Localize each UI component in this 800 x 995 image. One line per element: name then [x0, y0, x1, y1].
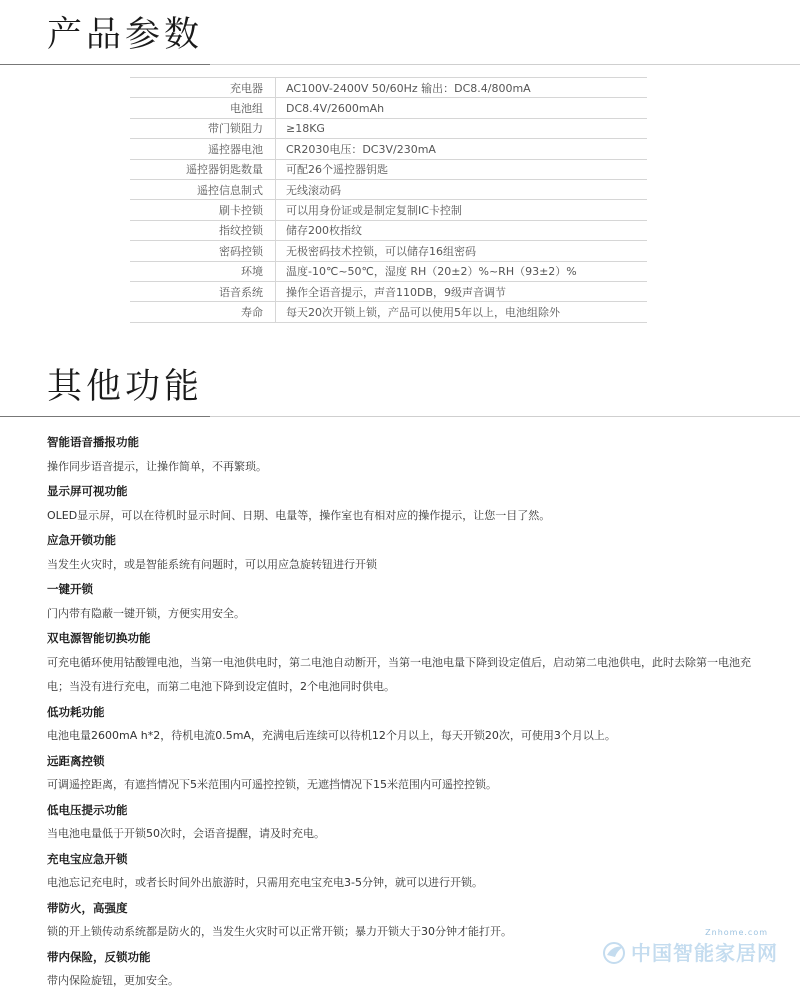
spec-row [130, 200, 647, 220]
spec-row [130, 220, 647, 240]
feature-description: 操作同步语音提示，让操作简单，不再繁琐。 [47, 459, 267, 473]
feature-list [47, 430, 767, 994]
spec-key: 密码控锁 [130, 241, 276, 261]
spec-key: 寿命 [130, 302, 276, 322]
feature-title: 双电源智能切换功能 [47, 631, 151, 645]
spec-key: 遥控信息制式 [130, 179, 276, 199]
feature-description: 带内保险旋钮，更加安全。 [47, 974, 179, 987]
feature-description: 当发生火灾时，或是智能系统有问题时，可以用应急旋转钮进行开锁 [47, 557, 377, 571]
feature-title: 远距离控锁 [47, 753, 105, 768]
feature-title: 低电压提示功能 [47, 802, 128, 817]
spec-value: 无极密码技术控锁，可以储存16组密码 [276, 241, 648, 261]
feature-title: 带内保险，反锁功能 [47, 949, 151, 964]
feature-description: 当电池电量低于开锁50次时，会语音提醒，请及时充电。 [47, 827, 325, 840]
spec-value: 可配26个遥控器钥匙 [276, 159, 648, 179]
feature-description: 可调遥控距离，有遮挡情况下5米范围内可遥控控锁，无遮挡情况下15米范围内可遥控控锁。 [47, 778, 497, 791]
spec-row [130, 159, 647, 179]
spec-row [130, 78, 647, 98]
watermark [601, 928, 778, 966]
spec-row [130, 118, 647, 138]
spec-value: 可以用身份证或是制定复制IC卡控制 [276, 200, 648, 220]
feature-title: 一键开锁 [47, 582, 93, 596]
spec-row [130, 241, 647, 261]
spec-row [130, 179, 647, 199]
watermark-text: 中国智能家居网 [631, 941, 778, 965]
spec-value: 操作全语音提示，声音110DB，9级声音调节 [276, 281, 648, 301]
spec-row [130, 281, 647, 301]
feature-title: 低功耗功能 [47, 704, 105, 719]
feature-description: 门内带有隐蔽一键开锁，方便实用安全。 [47, 606, 245, 620]
feature-title: 显示屏可视功能 [47, 484, 128, 498]
spec-row [130, 302, 647, 322]
section-title-specs: 产品参数 [47, 15, 204, 55]
spec-value: DC8.4V/2600mAh [276, 98, 648, 118]
section-title-features: 其他功能 [47, 367, 204, 407]
section-divider [0, 416, 210, 417]
spec-key: 遥控器钥匙数量 [130, 159, 276, 179]
section-divider [0, 64, 210, 65]
spec-key: 指纹控锁 [130, 220, 276, 240]
spec-key: 充电器 [130, 78, 276, 98]
feature-description: 电池电量2600mA h*2，待机电流0.5mA，充满电后连续可以待机12个月以上，每天开锁20次，可使用3个月以上。 [47, 729, 616, 742]
spec-value: 温度-10℃~50℃，湿度 RH（20±2）%~RH（93±2）% [276, 261, 648, 281]
spec-value: 储存200枚指纹 [276, 220, 648, 240]
spec-key: 电池组 [130, 98, 276, 118]
section-divider-light [210, 416, 800, 417]
spec-value: CR2030电压：DC3V/230mA [276, 139, 648, 159]
feature-title: 充电宝应急开锁 [47, 851, 128, 866]
spec-value: ≥18KG [276, 118, 648, 138]
spec-value: AC100V-2400V 50/60Hz 输出：DC8.4/800mA [276, 78, 648, 98]
spec-row [130, 98, 647, 118]
watermark-url: Znhome.com [705, 928, 768, 937]
feature-title: 应急开锁功能 [47, 533, 116, 547]
feature-description: 电池忘记充电时，或者长时间外出旅游时，只需用充电宝充电3-5分钟，就可以进行开锁。 [47, 876, 483, 889]
spec-value: 每天20次开锁上锁，产品可以使用5年以上，电池组除外 [276, 302, 648, 322]
spec-value: 无线滚动码 [276, 179, 648, 199]
spec-row [130, 261, 647, 281]
section-divider-light [210, 64, 800, 65]
feature-description: 锁的开上锁传动系统都是防火的，当发生火灾时可以正常开锁；暴力开锁大于30分钟才能打开。 [47, 925, 512, 938]
spec-key: 带门锁阻力 [130, 118, 276, 138]
feature-title: 智能语音播报功能 [47, 435, 139, 449]
spec-row [130, 139, 647, 159]
spec-key: 遥控器电池 [130, 139, 276, 159]
feature-title: 带防火，高强度 [47, 900, 128, 915]
spec-key: 环境 [130, 261, 276, 281]
spec-key: 刷卡控锁 [130, 200, 276, 220]
bird-logo-icon [601, 939, 627, 965]
spec-key: 语音系统 [130, 281, 276, 301]
spec-table [130, 77, 647, 323]
feature-description: OLED显示屏，可以在待机时显示时间、日期、电量等，操作室也有相对应的操作提示，让您一目了然。 [47, 508, 551, 522]
feature-description: 可充电循环使用钴酸锂电池，当第一电池供电时，第二电池自动断开，当第一电池电量下降到设定值后，启动第二电池供电，此时去除第一电池充电；当没有进行充电，而第二电池下降到设定值时，2个电池同时供电。 [47, 655, 751, 693]
